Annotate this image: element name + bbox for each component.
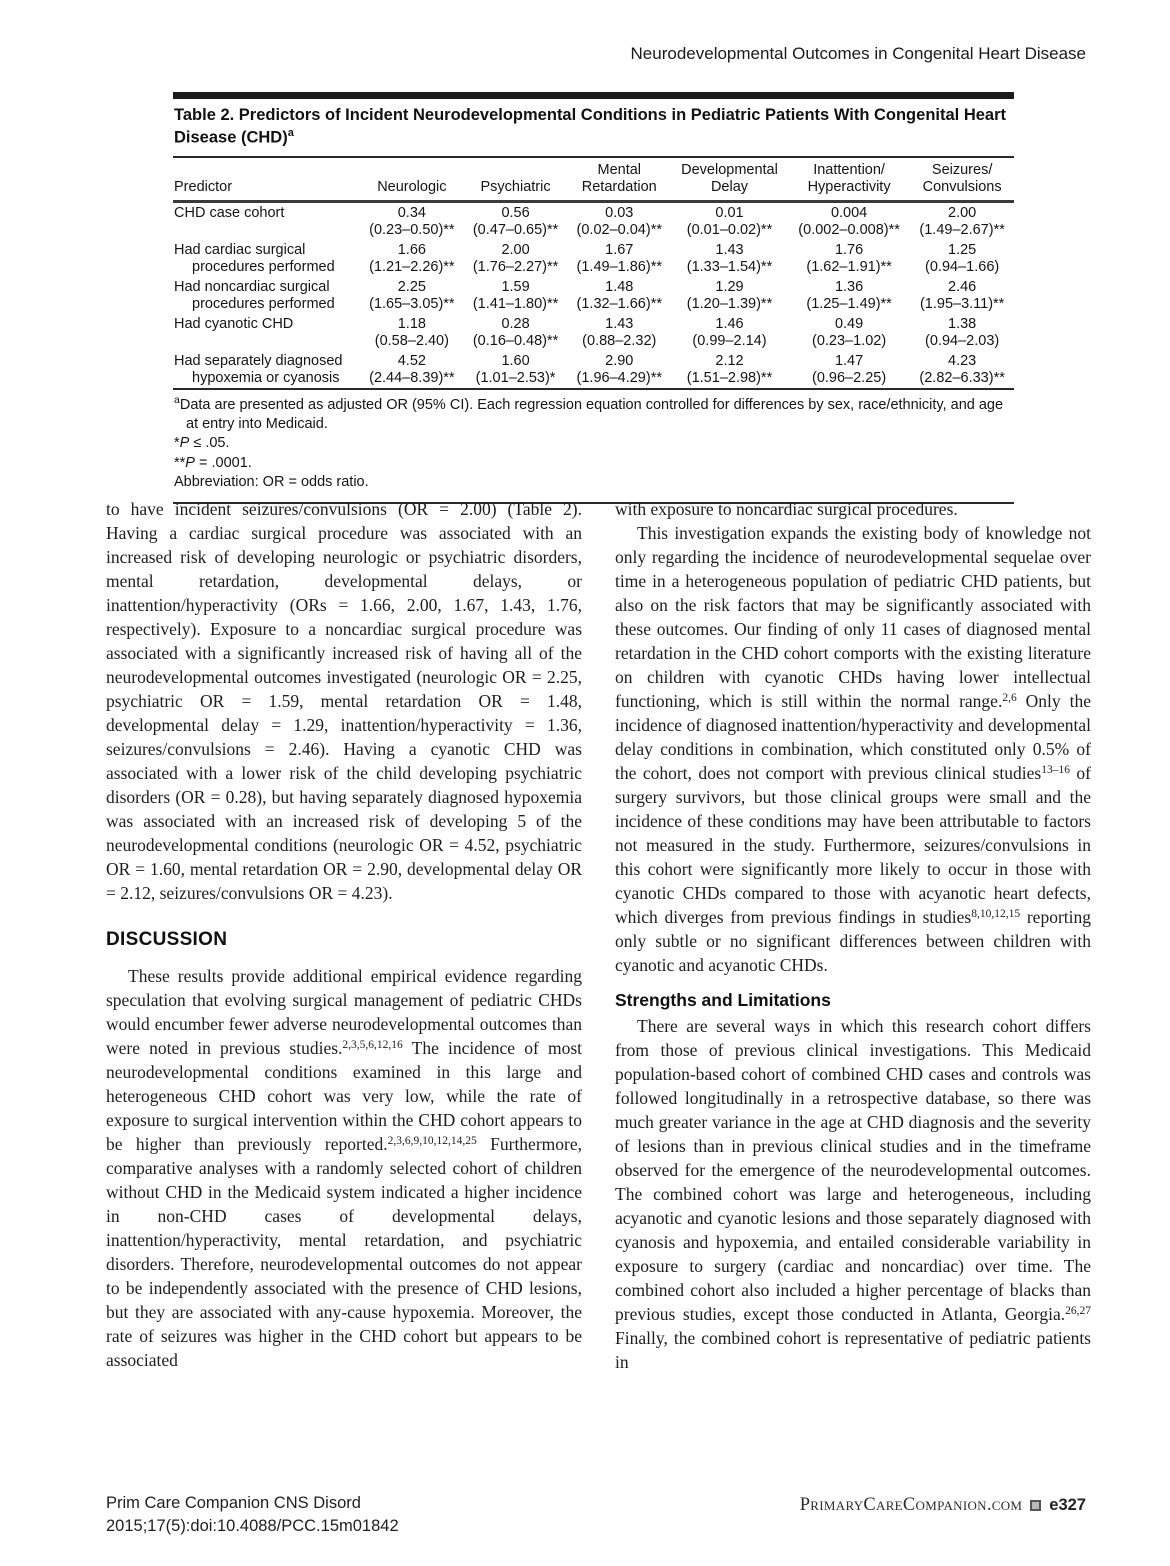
value-cell: 4.52 (2.44–8.39)** bbox=[369, 353, 455, 386]
col-header-neurologic: Neurologic bbox=[360, 158, 464, 202]
footer-website: PrimaryCareCompanion.com bbox=[799, 1495, 1023, 1515]
predictors-table bbox=[173, 158, 1014, 388]
value-cell: 0.28 (0.16–0.48)** bbox=[472, 316, 559, 349]
footnote-p0001: **P = .0001. bbox=[174, 454, 252, 471]
running-head: Neurodevelopmental Outcomes in Congenital Heart Disease bbox=[630, 44, 1086, 63]
predictor-cell: Had cyanotic CHD bbox=[174, 316, 294, 333]
value-cell: 1.47 (0.96–2.25) bbox=[812, 353, 887, 386]
footer-right bbox=[800, 1495, 1086, 1516]
footnote-a bbox=[174, 394, 1012, 434]
table-row bbox=[173, 240, 1014, 277]
value-cell: 1.36 (1.25–1.49)** bbox=[806, 279, 892, 312]
predictor-cell: Had noncardiac surgical procedures performed bbox=[174, 279, 335, 312]
footer-doi: 2015;17(5):doi:10.4088/PCC.15m01842 bbox=[106, 1517, 399, 1535]
body-column-right bbox=[615, 497, 1091, 1374]
footer-journal-citation bbox=[106, 1492, 399, 1538]
value-cell: 2.25 (1.65–3.05)** bbox=[369, 279, 455, 312]
value-cell: 0.01 (0.01–0.02)** bbox=[686, 205, 773, 238]
strengths-and-limitations-heading: Strengths and Limitations bbox=[615, 990, 831, 1010]
reference-superscript: 8,10,12,15 bbox=[971, 908, 1021, 920]
table-title-footnote-marker: a bbox=[287, 127, 294, 140]
table-top-bar bbox=[173, 92, 1014, 99]
col-header-seizures-convulsions: Seizures/ Convulsions bbox=[910, 158, 1014, 202]
predictor-cell: CHD case cohort bbox=[174, 205, 285, 222]
table-row bbox=[173, 202, 1014, 241]
value-cell: 0.34 (0.23–0.50)** bbox=[369, 205, 455, 238]
table-footnotes bbox=[173, 388, 1014, 503]
value-cell: 1.59 (1.41–1.80)** bbox=[472, 279, 559, 312]
footer-journal-name: Prim Care Companion CNS Disord bbox=[106, 1494, 361, 1512]
value-cell: 1.25 (0.94–1.66) bbox=[925, 242, 1000, 275]
body-column-left bbox=[106, 497, 582, 1372]
table2-block bbox=[173, 92, 1014, 504]
predictor-cell: Had separately diagnosed hypoxemia or cyanosis bbox=[174, 353, 343, 386]
value-cell: 2.00 (1.76–2.27)** bbox=[472, 242, 559, 275]
value-cell: 1.38 (0.94–2.03) bbox=[925, 316, 1000, 349]
value-cell: 1.48 (1.32–1.66)** bbox=[576, 279, 662, 312]
paragraph-continuation: with exposure to noncardiac surgical procedures. bbox=[615, 499, 958, 519]
col-header-psychiatric: Psychiatric bbox=[464, 158, 568, 202]
value-cell: 2.12 (1.51–2.98)** bbox=[686, 353, 773, 386]
value-cell: 4.23 (2.82–6.33)** bbox=[919, 353, 1005, 386]
table-row bbox=[173, 351, 1014, 388]
value-cell: 0.03 (0.02–0.04)** bbox=[576, 205, 662, 238]
value-cell: 1.60 (1.01–2.53)* bbox=[475, 353, 556, 386]
footnote-a-marker: a bbox=[174, 394, 180, 407]
reference-superscript: 2,6 bbox=[1002, 692, 1017, 704]
table-header bbox=[173, 158, 1014, 202]
value-cell: 1.43 (0.88–2.32) bbox=[582, 316, 657, 349]
value-cell: 1.29 (1.20–1.39)** bbox=[686, 279, 773, 312]
value-cell: 0.56 (0.47–0.65)** bbox=[472, 205, 559, 238]
footnote-abbreviation: Abbreviation: OR = odds ratio. bbox=[174, 473, 369, 490]
table-title-text: Table 2. Predictors of Incident Neurodevelopmental Conditions in Pediatric Patients With Congenital Heart Disease (CHD) bbox=[174, 106, 1007, 147]
paragraph-discussion-2: This investigation expands the existing body of knowledge not only regarding the incidence of neurodevelopmental sequelae over time in a heterogeneous population of pediatric CHD patients, but also on the risk factors that may be significantly associated with these outcomes. Our finding of only 11 cases of diagnosed mental retardation in the CHD cohort comports with the existing literature on children with cyanotic CHDs having lower intellectual functioning, which is still within the normal range.$^{2,6}$ Only the incidence of diagnosed inattention/hyperactivity and developmental delay conditions in combination, which constituted only 0.5% of the cohort, does not comport with previous clinical studies$^{13-16}$ of surgery survivors, but those clinical groups were small and the incidence of these conditions may have been attributable to factors not measured in the study. Furthermore, seizures/convulsions in this cohort were significantly more likely to occur in those with cyanotic CHDs compared to those with acyanotic heart defects, which diverges from previous findings in studies$^{8,10,12,15}$ reporting only subtle or no significant differences between children with cyanotic and acyanotic CHDs. bbox=[615, 523, 1092, 975]
value-cell: 1.43 (1.33–1.54)** bbox=[686, 242, 773, 275]
value-cell: 1.46 (0.99–2.14) bbox=[692, 316, 767, 349]
value-cell: 0.004 (0.002–0.008)** bbox=[798, 205, 900, 238]
discussion-heading: DISCUSSION bbox=[106, 929, 228, 950]
col-header-developmental-delay: Developmental Delay bbox=[671, 158, 788, 202]
reference-superscript: 13–16 bbox=[1041, 764, 1070, 776]
value-cell: 0.49 (0.23–1.02) bbox=[812, 316, 887, 349]
value-cell: 1.66 (1.21–2.26)** bbox=[369, 242, 455, 275]
reference-superscript: 26,27 bbox=[1065, 1305, 1091, 1317]
square-bullet-icon bbox=[1030, 1500, 1041, 1511]
table-row bbox=[173, 277, 1014, 314]
reference-superscript: 2,3,5,6,12,16 bbox=[342, 1039, 403, 1051]
value-cell: 1.76 (1.62–1.91)** bbox=[806, 242, 892, 275]
footer-page-number: e327 bbox=[1049, 1496, 1086, 1514]
value-cell: 1.18 (0.58–2.40) bbox=[374, 316, 449, 349]
table-title bbox=[173, 99, 1014, 158]
col-header-predictor: Predictor bbox=[173, 158, 360, 202]
paragraph-discussion-1: These results provide additional empirical evidence regarding speculation that evolving surgical management of pediatric CHDs would encumber fewer adverse neurodevelopmental outcomes than were noted in previous studies.$^{2,3,5,6,12,16}$ The incidence of most neurodevelopmental conditions examined in this large and heterogeneous CHD cohort was very low, while the rate of exposure to surgical intervention within the CHD cohort appears to be higher than previously reported.$^{2,3,6,9,10,12,14,25}$ Furthermore, comparative analyses with a randomly selected cohort of children without CHD in the Medicaid system indicated a higher incidence in non-CHD cases of developmental delays, inattention/hyperactivity, mental retardation, and psychiatric disorders. Therefore, neurodevelopmental outcomes do not appear to be independently associated with the presence of CHD lesions, but they are associated with any-cause hypoxemia. Moreover, the rate of seizures was higher in the CHD cohort but appears to be associated bbox=[106, 966, 583, 1370]
footnote-p05: *P ≤ .05. bbox=[174, 435, 230, 452]
col-header-mental-retardation: Mental Retardation bbox=[567, 158, 671, 202]
value-cell: 2.46 (1.95–3.11)** bbox=[919, 279, 1005, 312]
value-cell: 2.90 (1.96–4.29)** bbox=[576, 353, 662, 386]
footnote-a-text: Data are presented as adjusted OR (95% CI). Each regression equation controlled for differences by sex, race/ethnicity, and age at entry into Medicaid. bbox=[179, 397, 1004, 433]
reference-superscript: 2,3,6,9,10,12,14,25 bbox=[387, 1135, 477, 1147]
predictor-cell: Had cardiac surgical procedures performed bbox=[174, 242, 335, 275]
table-row bbox=[173, 314, 1014, 351]
paragraph-strengths-1: There are several ways in which this research cohort differs from those of previous clinical investigations. This Medicaid population-based cohort of combined CHD cases and controls was followed longitudinally in a retrospective database, so there was much greater variance in the age at CHD diagnosis and the severity of lesions than in previous clinical studies and in the timeframe observed for the emergence of the neurodevelopmental outcomes. The combined cohort was large and heterogeneous, including acyanotic and cyanotic lesions and those separately diagnosed with cyanosis and hypoxemia, and entailed considerable variability in exposure to surgery (cardiac and noncardiac) over time. The combined cohort also included a higher percentage of blacks than previous studies, except those conducted in Atlanta, Georgia.$^{26,27}$ Finally, the combined cohort is representative of pediatric patients in bbox=[615, 1016, 1091, 1372]
value-cell: 2.00 (1.49–2.67)** bbox=[919, 205, 1005, 238]
paragraph-results-continuation: to have incident seizures/convulsions (OR = 2.00) (Table 2). Having a cardiac surgical procedure was associated with an increased risk of developing neurologic or psychiatric disorders, mental retardation, developmental delays, or inattention/hyperactivity (ORs = 1.66, 2.00, 1.67, 1.43, 1.76, respectively). Exposure to a noncardiac surgical procedure was associated with a significantly increased risk of having all of the neurodevelopmental outcomes investigated (neurologic OR = 2.25, psychiatric OR = 1.59, mental retardation OR = 1.48, developmental delay = 1.29, inattention/hyperactivity = 1.36, seizures/convulsions = 2.46). Having a cyanotic CHD was associated with a lower risk of the child developing psychiatric disorders (OR = 0.28), but having separately diagnosed hypoxemia was associated with an increased risk of developing 5 of the neurodevelopmental conditions (neurologic OR = 4.52, psychiatric OR = 1.60, mental retardation OR = 2.90, developmental delay OR = 2.12, seizures/convulsions OR = 4.23). bbox=[106, 499, 582, 903]
col-header-inattention-hyperactivity: Inattention/ Hyperactivity bbox=[788, 158, 910, 202]
value-cell: 1.67 (1.49–1.86)** bbox=[576, 242, 662, 275]
